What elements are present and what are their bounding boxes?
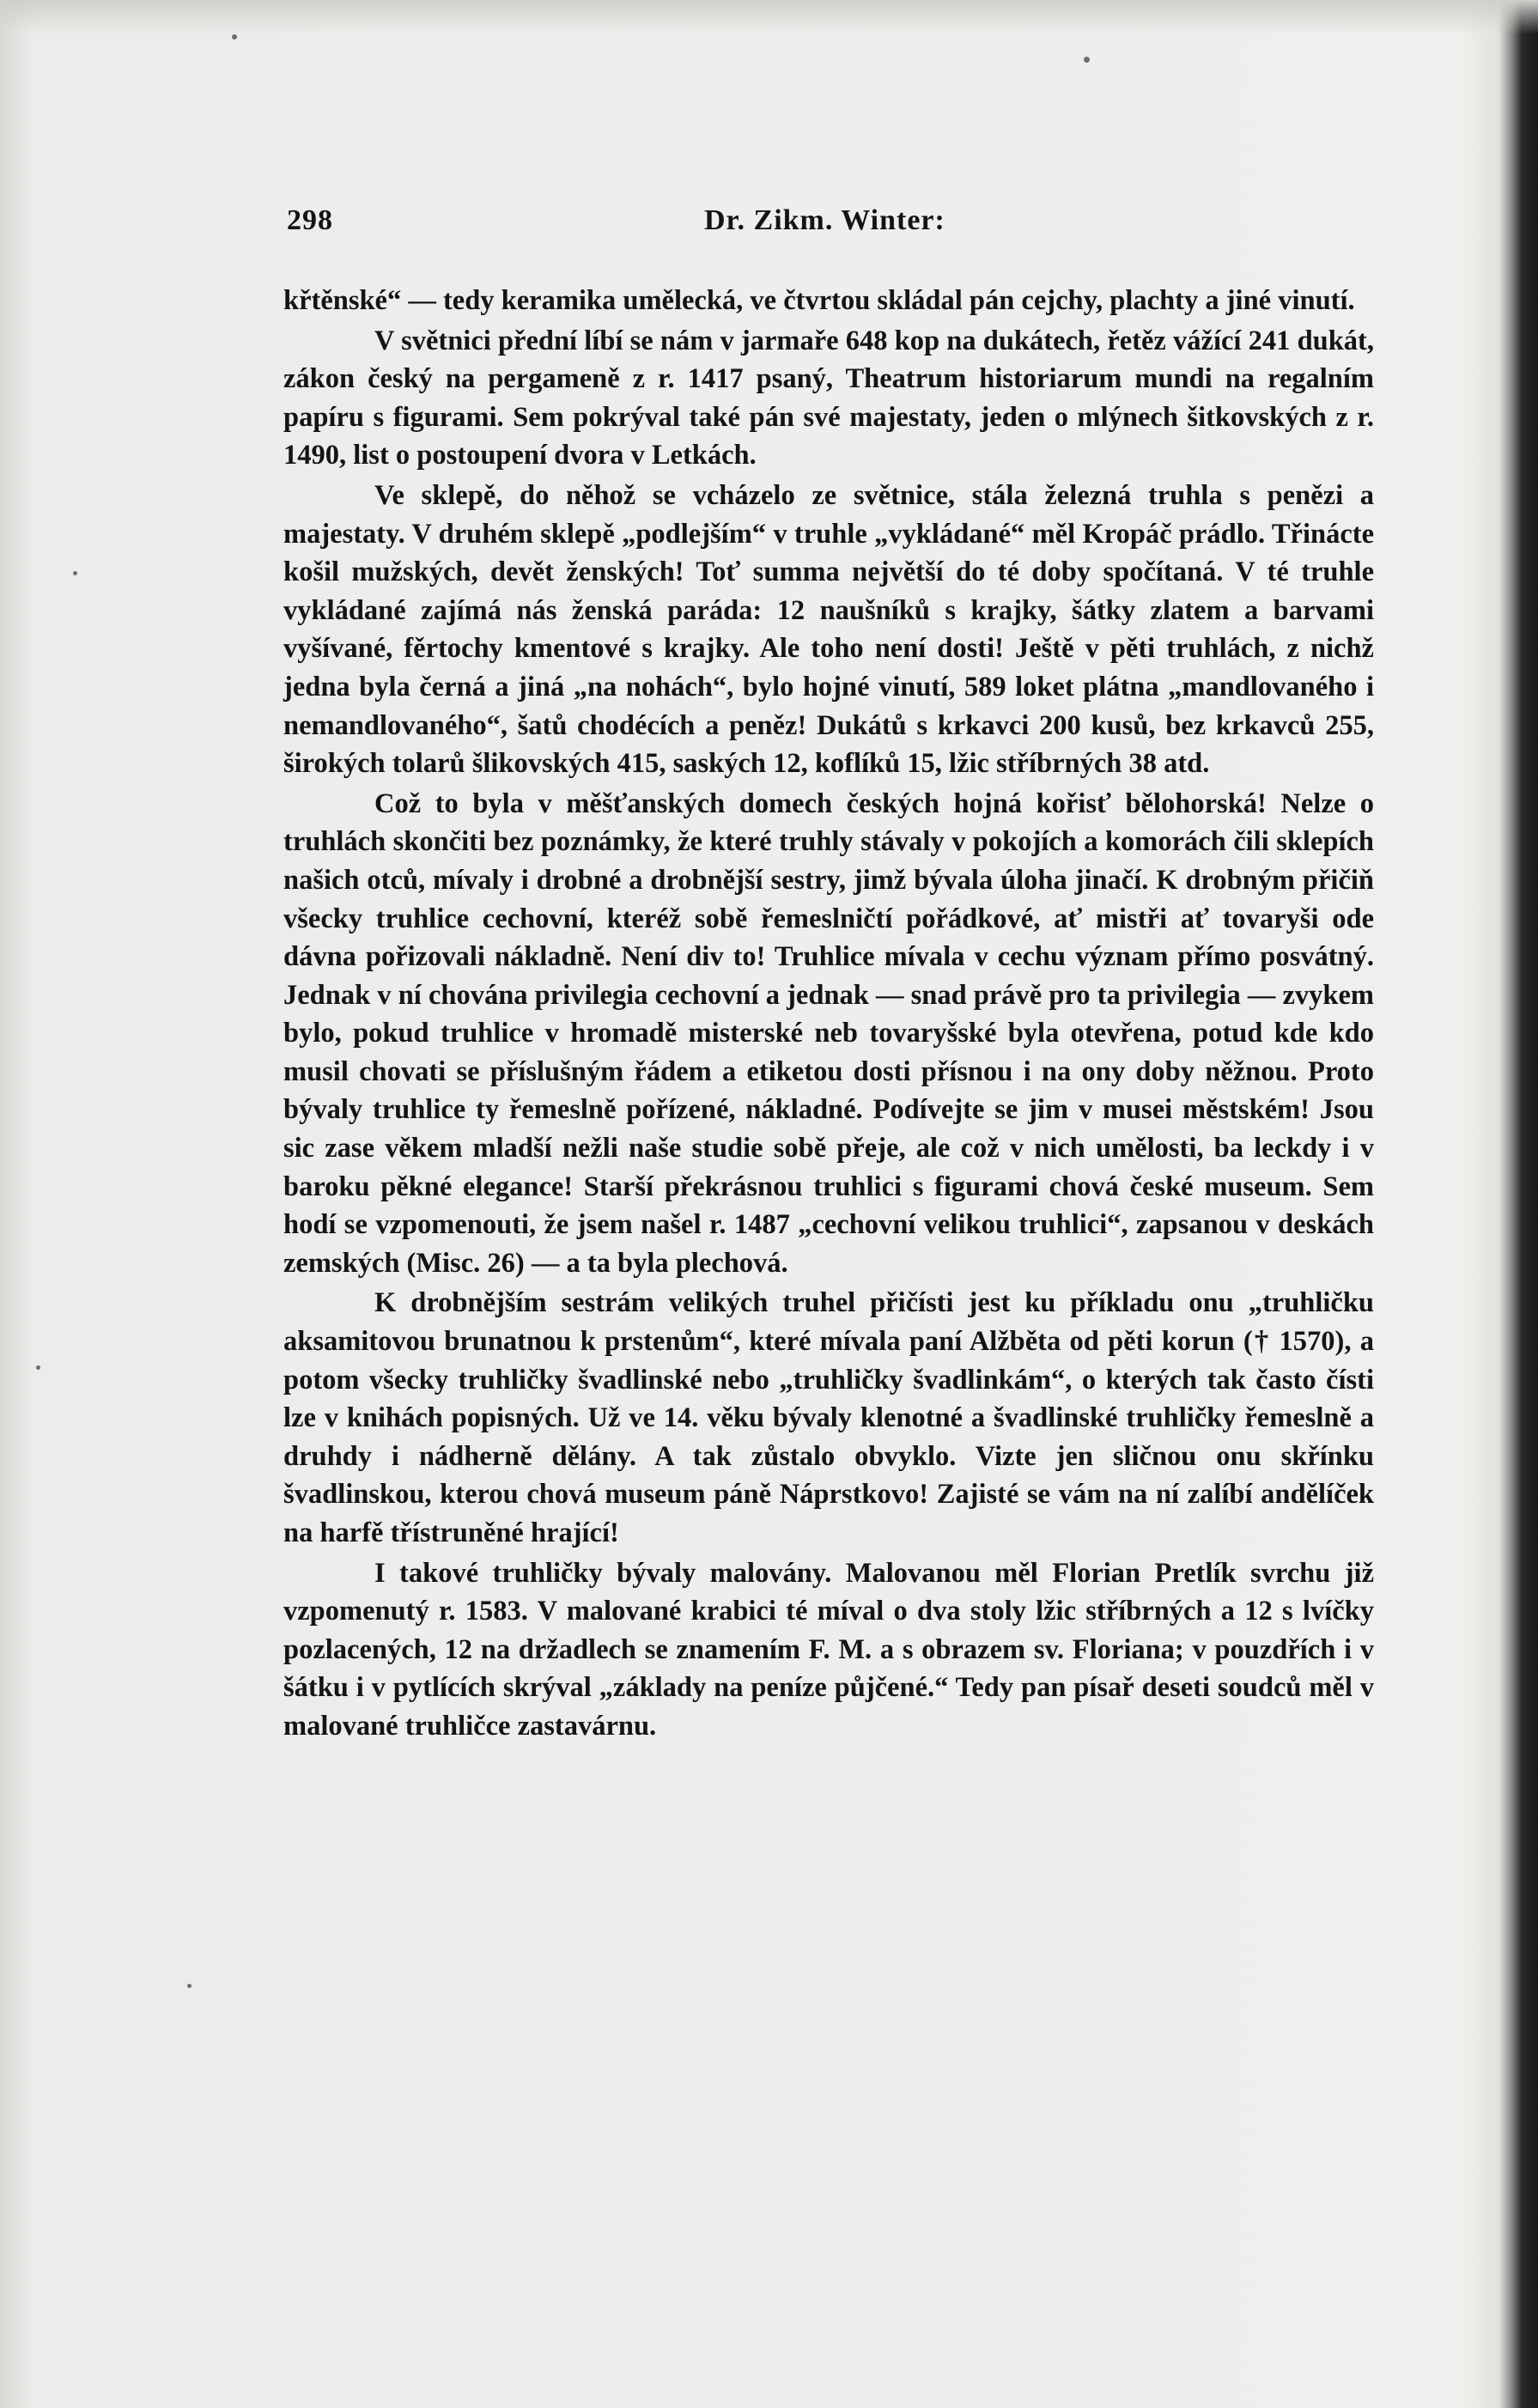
paragraph: V světnici přední líbí se nám v jarmaře 648 kop na dukátech, řetěz vážící 241 dukát, zákon český na pergameně z r. 1417 psaný, Theatrum historiarum mundi na regalním papíru s figurami. Sem pokrýval také pán své majestaty, jeden o mlýnech šitkovských z r. 1490, list o postoupení dvora v Letkách. <box>283 325 1374 471</box>
book-page <box>283 198 1374 1748</box>
running-title: Dr. Zikm. Winter: <box>704 204 945 236</box>
paragraph: K drobnějším sestrám velikých truhel přičísti jest ku příkladu onu „truhličku aksamitovou brunatnou k prstenům“, které mívala paní Alžběta od pěti korun († 1570), a potom všecky truhličky švadlinské nebo „truhličky švadlinkám“, o kterých tak často čísti lze v knihách popisných. Už ve 14. věku bývaly klenotné a švadlinské truhličky řemeslně a druhdy i nádherně dělány. A tak zůstalo obvyklo. Vizte jen sličnou onu skřínku švadlinskou, kterou chová museum páně Náprstkovo! Zajisté se vám na ní zalíbí andělíček na harfě třístruněné hrající! <box>283 1287 1374 1548</box>
running-head <box>283 198 1374 246</box>
dust-speck <box>232 34 237 40</box>
scan-top-shadow <box>0 0 1538 34</box>
page-number: 298 <box>287 204 333 236</box>
dust-speck <box>187 1984 191 1988</box>
paragraph: Ve sklepě, do něhož se vcházelo ze světnice, stála železná truhla s penězi a majestaty. V druhém sklepě „podlejším“ v truhle „vykládané“ měl Kropáč prádlo. Třinácte košil mužských, devět ženských! Toť summa největší do té doby spočítaná. V té truhle vykládané zajímá nás ženská paráda: 12 naušníků s krajky, šátky zlatem a barvami vyšívané, fěrtochy kmentové s krajky. Ale toho není dosti! Ještě v pěti truhlách, z nichž jedna byla černá a jiná „na nohách“, bylo hojné vinutí, 589 loket plátna „mandlovaného i nemandlovaného“, šatů chodécích a peněz! Dukátů s krkavci 200 kusů, bez krkavců 255, širokých tolarů šlikovských 415, saských 12, koflíků 15, lžic stříbrných 38 atd. <box>283 479 1374 780</box>
dust-speck <box>73 571 77 575</box>
paragraph: Což to byla v měšťanských domech českých hojná kořisť bělohorská! Nelze o truhlách skončiti bez poznámky, že které truhly stávaly v pokojích a komorách čili sklepích našich otců, mívaly i drobné a drobnější sestry, jimž bývala úloha jinačí. K drobným přičiň všecky truhlice cechovní, kteréž sobě řemeslničtí pořádkové, ať mistři ať tovaryši ode dávna pořizovali nákladně. Není div to! Truhlice mívala v cechu význam přímo posvátný. Jednak v ní chována privilegia cechovní a jednak — snad právě pro ta privilegia — zvykem bylo, pokud truhlice v hromadě misterské neb tovaryšské byla otevřena, potud kde kdo musil chovati se příslušným řádem a etiketou dosti přísnou i na ony doby něžnou. Proto bývaly truhlice ty řemeslně pořízené, nákladné. Podívejte se jim v musei městském! Jsou sic zase věkem mladší nežli naše studie sobě přeje, ale což v nich umělosti, ba leckdy i v baroku pěkné elegance! Starší překrásnou truhlici s figurami chová české museum. Sem hodí se vzpomenouti, že jsem našel r. 1487 „cechovní velikou truhlici“, zapsanou v deskách zemských (Misc. 26) — a ta byla plechová. <box>283 787 1374 1279</box>
paragraph: křtěnské“ — tedy keramika umělecká, ve čtvrtou skládal pán cejchy, plachty a jiné vinutí. <box>283 285 1355 316</box>
body-text <box>283 282 1374 1746</box>
paragraph: I takové truhličky bývaly malovány. Malovanou měl Florian Pretlík svrchu již vzpomenutý r. 1583. V malované krabici té míval o dva stoly lžic stříbrných a 12 s lvíčky pozlacených, 12 na držadlech se znamením F. M. a s obrazem sv. Floriana; v pouzdřích i v šátku i v pytlících skrýval „základy na peníze půjčené.“ Tedy pan písař deseti soudců měl v malované truhličce zastavárnu. <box>283 1557 1374 1742</box>
dust-speck <box>36 1365 40 1370</box>
dust-speck <box>1084 57 1090 63</box>
